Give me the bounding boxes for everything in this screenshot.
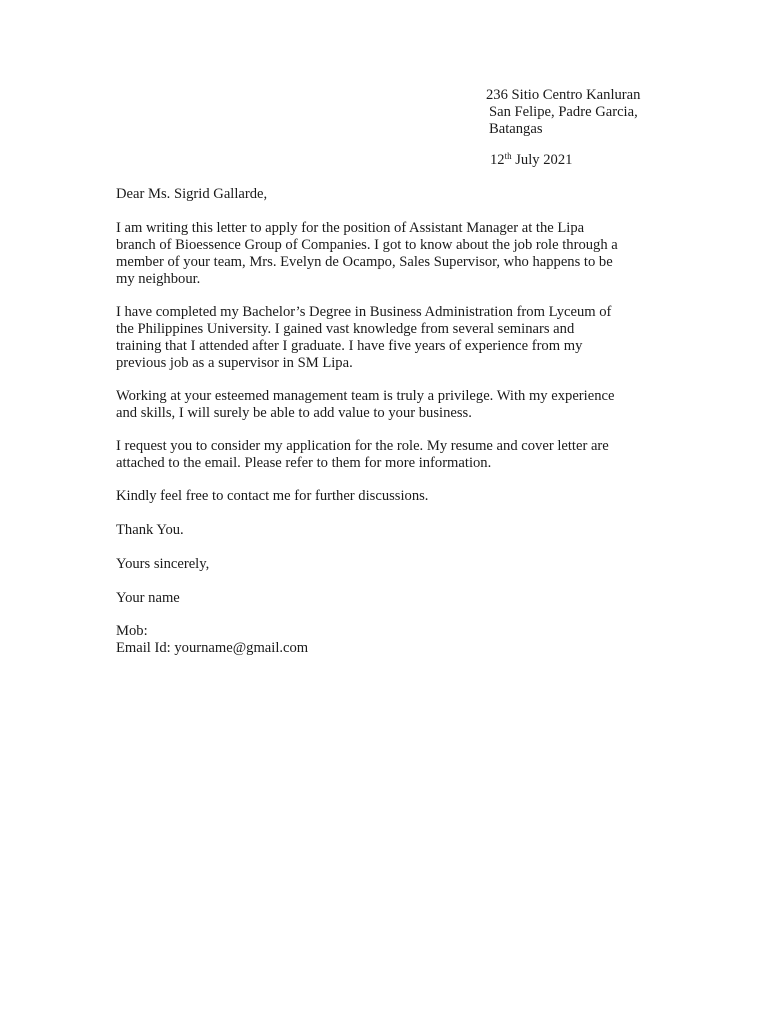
paragraph xyxy=(116,438,656,472)
paragraph-line: previous job as a supervisor in SM Lipa. xyxy=(116,355,353,371)
date-month-year: July 2021 xyxy=(511,152,573,168)
paragraph-line: branch of Bioessence Group of Companies. I got to know about the job role through a xyxy=(116,237,618,253)
paragraph-line: I have completed my Bachelor’s Degree in Business Administration from Lyceum of xyxy=(116,304,612,320)
signature-name: Your name xyxy=(116,590,180,606)
letter-date xyxy=(490,152,572,169)
paragraph-line: I am writing this letter to apply for the position of Assistant Manager at the Lipa xyxy=(116,220,585,236)
paragraph-line: and skills, I will surely be able to add value to your business. xyxy=(116,405,472,421)
paragraph-line: my neighbour. xyxy=(116,271,201,287)
paragraph xyxy=(116,488,656,505)
contact-block xyxy=(116,623,656,657)
date-day: 12 xyxy=(490,152,505,168)
date-suffix: th xyxy=(504,151,512,161)
paragraph xyxy=(116,220,656,288)
thanks-line: Thank You. xyxy=(116,522,184,538)
sender-address xyxy=(486,87,746,138)
paragraph-line: training that I attended after I graduate. I have five years of experience from my xyxy=(116,338,583,354)
paragraph xyxy=(116,388,656,422)
paragraph-line: Kindly feel free to contact me for further discussions. xyxy=(116,488,429,504)
salutation: Dear Ms. Sigrid Gallarde, xyxy=(116,186,268,202)
paragraph-line: member of your team, Mrs. Evelyn de Ocampo, Sales Supervisor, who happens to be xyxy=(116,254,613,270)
paragraph-line: the Philippines University. I gained vast knowledge from several seminars and xyxy=(116,321,575,337)
closing-line: Yours sincerely, xyxy=(116,556,210,572)
paragraph xyxy=(116,304,656,372)
paragraph-line: Working at your esteemed management team is truly a privilege. With my experience xyxy=(116,388,615,404)
email-line: Email Id: yourname@gmail.com xyxy=(116,640,309,656)
mobile-label: Mob: xyxy=(116,623,148,639)
paragraph-line: attached to the email. Please refer to them for more information. xyxy=(116,455,492,471)
address-line-2: San Felipe, Padre Garcia, xyxy=(489,104,638,120)
address-line-3: Batangas xyxy=(489,121,543,137)
address-line-1: 236 Sitio Centro Kanluran xyxy=(486,87,641,103)
paragraph-line: I request you to consider my application for the role. My resume and cover letter are xyxy=(116,438,609,454)
